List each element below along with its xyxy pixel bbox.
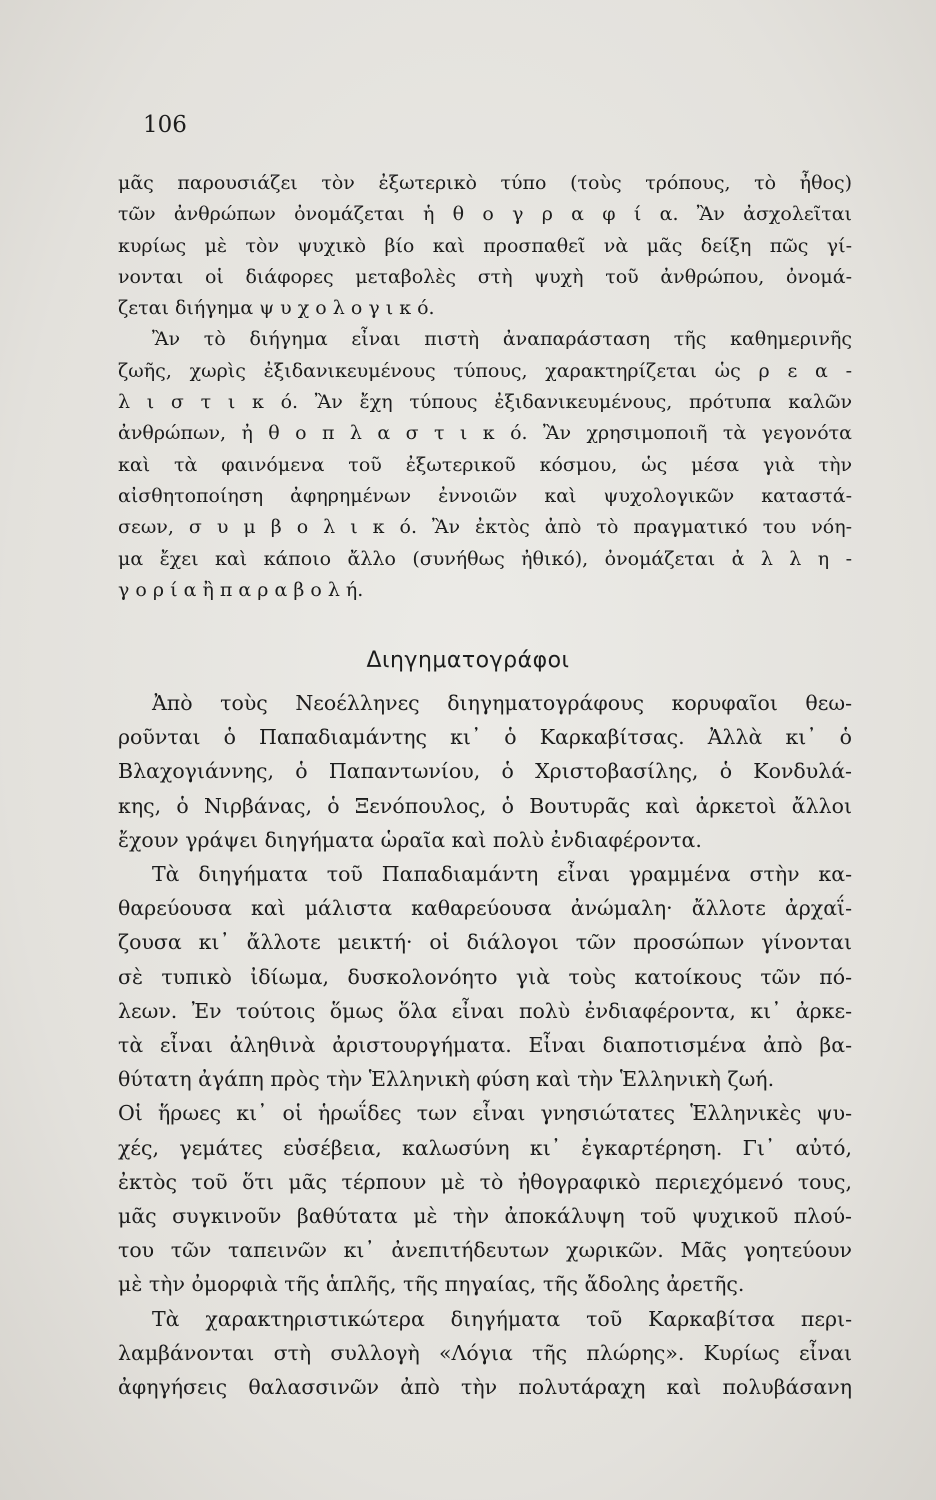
text-line: Οἱ ἥρωες κι᾿ οἱ ἡρωΐδες των εἶναι γνησιώτατες Ἑλληνικὲς ψυ- [118,1101,852,1126]
text-line: τῶν ἀνθρώπων ὀνομάζεται ἡ θ ο γ ρ α φ ί α. Ἂν ἀσχολεῖται [118,203,852,226]
text-line: μᾶς παρουσιάζει τὸν ἐξωτερικὸ τύπο (τοὺς τρόπους, τὸ ἦθος) [118,172,852,194]
text-line: κης, ὁ Νιρβάνας, ὁ Ξενόπουλος, ὁ Βουτυρᾶς καὶ ἀρκετοὶ ἄλλοι [118,793,852,818]
text-line: λ ι σ τ ι κ ό. Ἂν ἔχη τύπους ἐξιδανικευμένους, πρότυπα καλῶν [118,391,852,414]
text-line: χές, γεμάτες εὐσέβεια, καλωσύνη κι᾿ ἐγκαρτέρηση. Γι᾿ αὐτό, [118,1135,852,1160]
text-line: σεων, σ υ μ β ο λ ι κ ό. Ἂν ἐκτὸς ἀπὸ τὸ πραγματικό του νόη- [118,516,852,539]
text-line: τὰ εἶναι ἀληθινὰ ἀριστουργήματα. Εἶναι διαποτισμένα ἀπὸ βα- [118,1033,852,1058]
text-line: του τῶν ταπεινῶν κι᾿ ἀνεπιτήδευτων χωρικῶν. Μᾶς γοητεύουν [118,1238,852,1263]
text-line: νονται οἱ διάφορες μεταβολὲς στὴ ψυχὴ τοῦ ἀνθρώπου, ὀνομά- [118,265,852,288]
lower-text-block [118,686,852,1404]
text-line: λαμβάνονται στὴ συλλογὴ «Λόγια τῆς πλώρης». Κυρίως εἶναι [118,1340,852,1365]
text-line: θύτατη ἀγάπη πρὸς τὴν Ἑλληνικὴ φύση καὶ τὴν Ἑλληνικὴ ζωή. [118,1067,775,1092]
text-line: καὶ τὰ φαινόμενα τοῦ ἐξωτερικοῦ κόσμου, ὡς μέσα γιὰ τὴν [118,453,852,476]
paragraph-heroes [118,1096,852,1301]
text-line: Ἀπὸ τοὺς Νεοέλληνες διηγηματογράφους κορυφαῖοι θεω- [152,691,852,715]
text-line: Τὰ διηγήματα τοῦ Παπαδιαμάντη εἶναι γραμμένα στὴν κα- [152,862,852,887]
text-line: κυρίως μὲ τὸν ψυχικὸ βίο καὶ προσπαθεῖ νὰ μᾶς δείξη πῶς γί- [118,234,852,257]
text-line: γ ο ρ ί α ἢ π α ρ α β ο λ ή. [118,578,364,601]
text-line: ἀνθρώπων, ἠ θ ο π λ α σ τ ι κ ό. Ἂν χρησιμοποιῆ τὰ γεγονότα [118,422,852,445]
text-line: μᾶς συγκινοῦν βαθύτατα μὲ τὴν ἀποκάλυψη τοῦ ψυχικοῦ πλού- [118,1204,852,1229]
text-line: αἰσθητοποίηση ἀφηρημένων ἐννοιῶν καὶ ψυχολογικῶν καταστά- [118,484,852,507]
text-line: μα ἔχει καὶ κάποιο ἄλλο (συνήθως ἠθικό), ὀνομάζεται ἀ λ λ η - [118,547,852,570]
page-number: 106 [143,112,187,138]
paragraph-papadiamantis [118,857,852,1096]
text-line: Ἂν τὸ διήγημα εἶναι πιστὴ ἀναπαράσταση τῆς καθημερινῆς [152,328,852,351]
text-line: ροῦνται ὁ Παπαδιαμάντης κι᾿ ὁ Καρκαβίτσας. Ἀλλὰ κι᾿ ὁ [118,725,852,750]
paragraph-story-types [118,324,852,606]
text-line: ἀφηγήσεις θαλασσινῶν ἀπὸ τὴν πολυτάραχη καὶ πολυβάσανη [118,1375,852,1400]
text-line: θαρεύουσα καὶ μάλιστα καθαρεύουσα ἀνώμαλη· ἄλλοτε ἀρχαΐ- [118,896,852,921]
text-line: ζεται διήγημα ψ υ χ ο λ ο γ ι κ ό. [118,297,435,320]
text-line: ζουσα κι᾿ ἄλλοτε μεικτή· οἱ διάλογοι τῶν προσώπων γίνονται [118,930,852,955]
section-heading: Διηγηματογράφοι [366,648,570,673]
text-line: Βλαχογιάννης, ὁ Παπαντωνίου, ὁ Χριστοβασίλης, ὁ Κονδυλά- [118,759,852,784]
paragraph-ethography [118,168,852,324]
upper-text-block [118,168,852,606]
text-line: Τὰ χαρακτηριστικώτερα διηγήματα τοῦ Καρκαβίτσα περι- [152,1306,852,1331]
text-line: ἔχουν γράψει διηγήματα ὡραῖα καὶ πολὺ ἐνδιαφέροντα. [118,827,702,852]
text-line: ζωῆς, χωρὶς ἐξιδανικευμένους τύπους, χαρακτηρίζεται ὡς ρ ε α - [118,359,852,382]
text-line: μὲ τὴν ὀμορφιὰ τῆς ἁπλῆς, τῆς πηγαίας, τῆς ἄδολης ἀρετῆς. [118,1272,745,1297]
text-line: σὲ τυπικὸ ἰδίωμα, δυσκολονόητο γιὰ τοὺς κατοίκους τῶν πό- [118,964,852,989]
text-line: λεων. Ἐν τούτοις ὅμως ὅλα εἶναι πολὺ ἐνδιαφέροντα, κι᾿ ἀρκε- [118,998,852,1023]
text-line: ἐκτὸς τοῦ ὅτι μᾶς τέρπουν μὲ τὸ ἠθογραφικὸ περιεχόμενό τους, [118,1169,852,1194]
paragraph-karkavitsas [118,1302,852,1405]
paragraph-writers [118,686,852,857]
